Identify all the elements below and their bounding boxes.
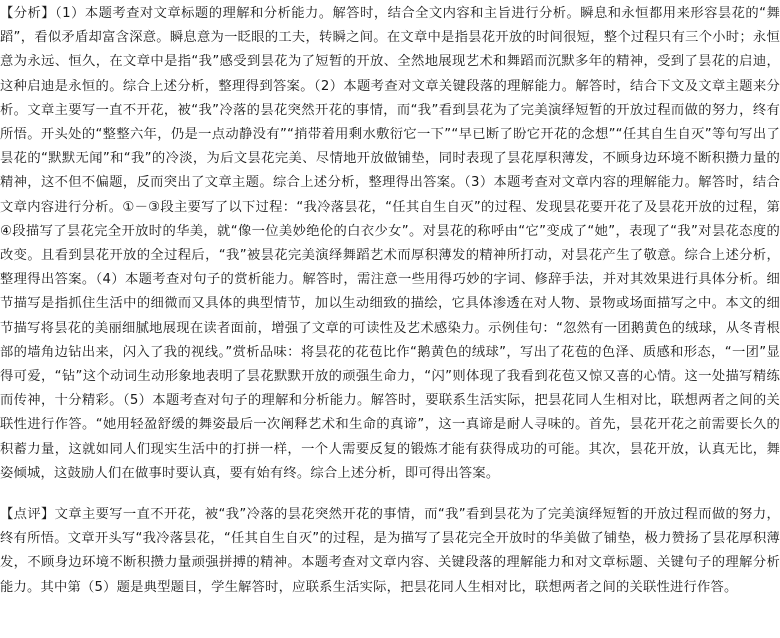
- comment-text: 文章主要写一直不开花，被“我”冷落的昙花突然开花的事情，而“我”看到昙花为了完美演绎短暂的开放过程而做的努力，终有所悟。文章开头写“我冷落昙花，“任其自生自灭”的过程，是为描写了昙花完全开放时的华美做了铺垫，极力赞扬了昙花厚积薄发，不顾身边环境不断积攒力量顽强拼搏的精神。本题考查对文章内容、关键段落的理解能力和对文章标题、关键句子的理解分析能力。其中第（5）题是典型题目，学生解答时，应联系生活实际，把昙花同人生相对比，联想两者之间的关联性进行作答。: [0, 507, 780, 595]
- comment-label: 【点评】: [0, 507, 55, 523]
- comment-section: [0, 503, 780, 600]
- analysis-section: [0, 2, 780, 486]
- analysis-label: 【分析】: [0, 6, 56, 21]
- section-divider-space: [0, 486, 780, 503]
- analysis-text: （1）本题考查对文章标题的理解和分析能力。解答时，结合全文内容和主旨进行分析。瞬息和永恒都用来形容昙花的“舞蹈”，看似矛盾却富含深意。瞬息意为一眨眼的工夫，转瞬之间。在文章中是指昙花开放的时间很短，整个过程只有三个小时；永恒意为永远、恒久，在文章中是指“我”感受到昙花为了短暂的开放、全然地展现艺术和舞蹈而沉默多年的精神，受到了昙花的启迪，这种启迪是永恒的。综合上述分析，整理得到答案。（2）本题考查对文章关键段落的理解能力。解答时，结合下文及文章主题来分析。文章主要写一直不开花，被“我”冷落的昙花突然开花的事情，而“我”看到昙花为了完美演绎短暂的开放过程而做的努力，终有所悟。开头处的“整整六年，仍是一点动静没有”“捎带着用剩水敷衍它一下”“早已断了盼它开花的念想”“任其自生自灭”等句写出了昙花的“默默无闻”和“我”的冷淡，为后文昙花完美、尽情地开放做铺垫，同时表现了昙花厚积薄发，不顾身边环境不断积攒力量的精神，这不但不偏题，反而突出了文章主题。综合上述分析，整理得出答案。（3）本题考查对文章内容的理解能力。解答时，结合文章内容进行分析。①－③段主要写了以下过程：“我冷落昙花，“任其自生自灭”的过程、发现昙花要开花了及昙花开放的过程，第④段描写了昙花完全开放时的华美，就“像一位美妙绝伦的白衣少女”。对昙花的称呼由“它”变成了“她”，表现了“我”对昙花态度的改变。且看到昙花开放的全过程后，“我”被昙花完美演绎舞蹈艺术而厚积薄发的精神所打动，对昙花产生了敬意。综合上述分析，整理得出答案。（4）本题考查对句子的赏析能力。解答时，需注意一些用得巧妙的字词、修辞手法，并对其效果进行具体分析。细节描写是指抓住生活中的细微而又具体的典型情节，加以生动细致的描绘，它具体渗透在对人物、景物或场面描写之中。本文的细节描写将昙花的美丽细腻地展现在读者面前，增强了文章的可读性及艺术感染力。示例佳句：“忽然有一团鹅黄色的绒球，从冬青根部的墙角边钻出来，闪入了我的视线。”赏析品味：将昙花的花苞比作“鹅黄色的绒球”，写出了花苞的色泽、质感和形态，“一团”显得可爱，“钻”这个动词生动形象地表明了昙花默默开放的顽强生命力，“闪”则体现了我看到花苞又惊又喜的心情。这一处描写精练而传神，十分精彩。（5）本题考查对句子的理解和分析能力。解答时，要联系生活实际，把昙花同人生相对比，联想两者之间的关联性进行作答。“她用轻盈舒缓的舞姿最后一次阐释艺术和生命的真谛”，这一真谛是耐人寻味的。首先，昙花开花之前需要长久的积蓄力量，这就如同人们现实生活中的打拼一样，一个人需要反复的锻炼才能有获得成功的可能。其次，昙花开放，认真无比，舞姿倾城，这鼓励人们在做事时要认真，要有始有终。综合上述分析，即可得出答案。: [0, 6, 780, 481]
- comment-paragraph: [0, 503, 780, 600]
- analysis-paragraph: [0, 2, 780, 486]
